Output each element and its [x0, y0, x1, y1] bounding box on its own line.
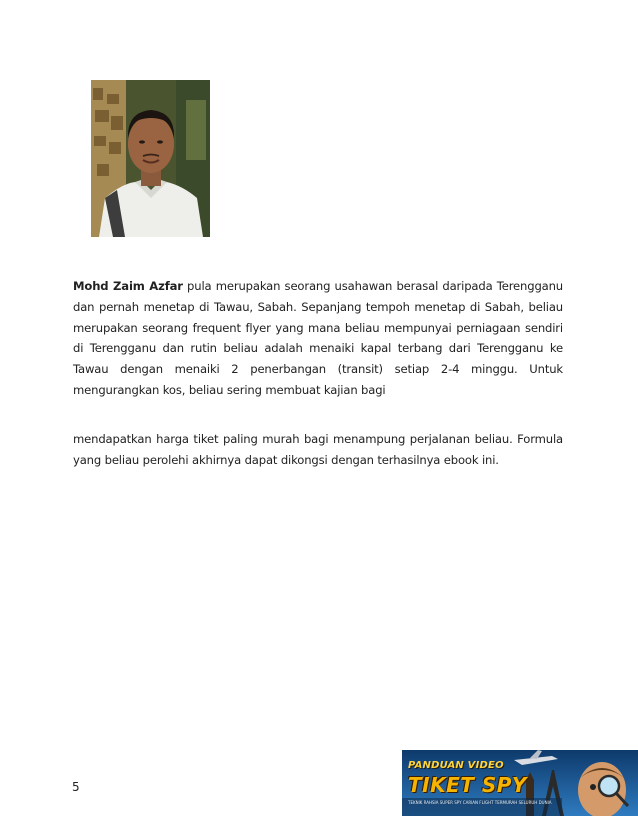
bio-paragraph-2: mendapatkan harga tiket paling murah bagi menampung perjalanan beliau. Formula yang beliau perolehi akhirnya dapat dikongsi dengan terhasilnya ebook ini.	[73, 432, 563, 467]
promo-banner[interactable]	[402, 750, 638, 816]
portrait-photo	[91, 80, 210, 237]
banner-title-line1: PANDUAN VIDEO	[408, 760, 504, 771]
author-name: Mohd Zaim Azfar	[73, 279, 183, 293]
bio-paragraph-1	[73, 276, 563, 401]
portrait-illustration	[91, 80, 210, 237]
banner-tagline: TEKNIK RAHSIA SUPER SPY CARIAN FLIGHT TERMURAH SELURUH DUNIA	[408, 800, 552, 805]
bio-paragraph-1-text: pula merupakan seorang usahawan berasal daripada Terengganu dan pernah menetap di Tawau, Sabah. Sepanjang tempoh menetap di Sabah, beliau merupakan seorang frequent flyer yang mana beliau mempunyai perniagaan sendiri di Terengganu dan rutin beliau adalah menaiki kapal terbang dari Terengganu ke Tawau dengan menaiki 2 penerbangan (transit) setiap 2-4 minggu. Untuk mengurangkan kos, beliau sering membuat kajian bagi	[73, 279, 564, 397]
page-number: 5	[72, 780, 80, 794]
banner-title-line2: TIKET SPY	[408, 773, 527, 797]
